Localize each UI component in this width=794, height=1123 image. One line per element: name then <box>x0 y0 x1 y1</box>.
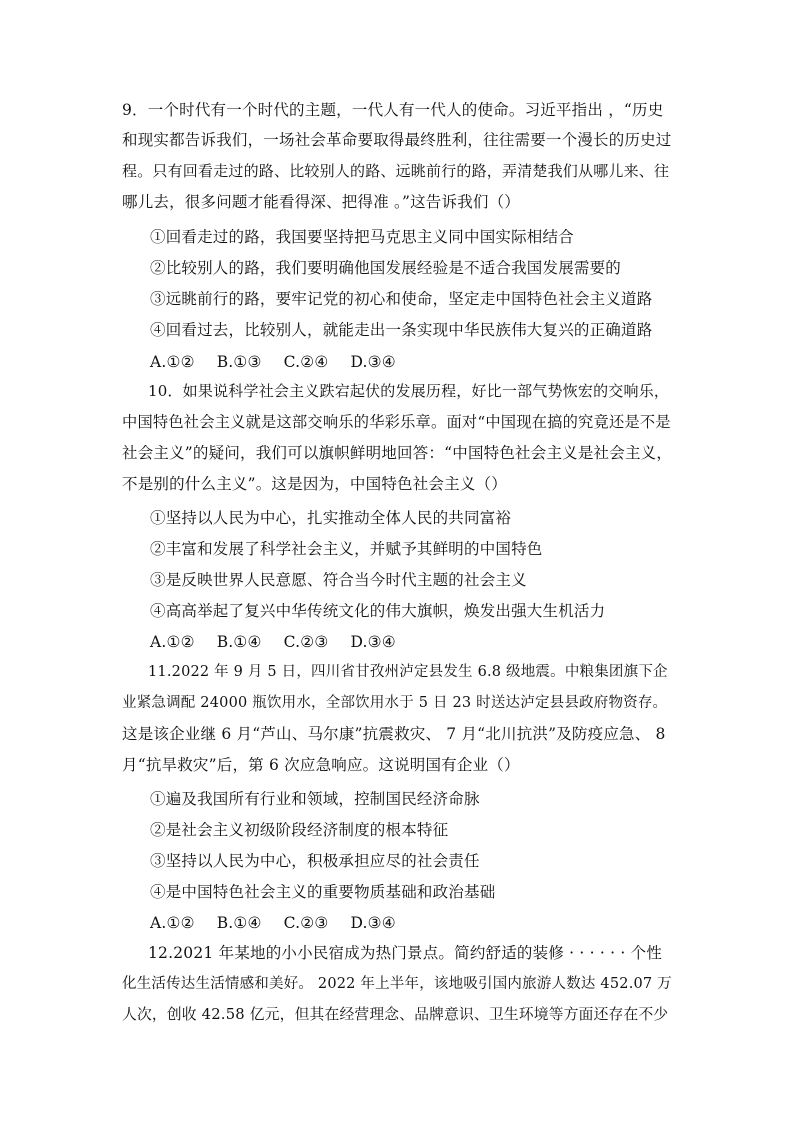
question-stem-line: 11.2022 年 9 月 5 日，四川省甘孜州泸定县发生 6.8 级地震。中粮集团旗下企 <box>148 664 668 680</box>
question-stem-line: 中国特色社会主义就是这部交响乐的华彩乐章。面对“中国现在搞的究竟还是不是 <box>122 413 671 431</box>
question-option: ④是中国特色社会主义的重要物质基础和政治基础 <box>150 883 496 901</box>
answer-choice-a: A.①② <box>150 633 195 651</box>
question-option: ①回看走过的路，我国要坚持把马克思主义同中国实际相结合 <box>150 228 574 246</box>
answer-choice-d: D.③④ <box>350 914 396 932</box>
answer-choice-b: B.①③ <box>216 353 262 371</box>
answer-choice-d: D.③④ <box>350 633 396 651</box>
question-stem-line: 月“抗旱救灾”后，第 6 次应急响应。这说明国有企业（） <box>122 756 520 774</box>
question-stem-line: 哪儿去，很多问题才能看得深、把得准 。”这告诉我们（） <box>122 193 521 211</box>
question-stem-line: 程。只有回看走过的路、比较别人的路、远眺前行的路，弄清楚我们从哪儿来、往 <box>122 162 670 180</box>
question-option: ③是反映世界人民意愿、符合当今时代主题的社会主义 <box>150 571 527 589</box>
answer-choices <box>150 352 418 372</box>
question-stem-line: 10．如果说科学社会主义跌宕起伏的发展历程，好比一部气势恢宏的交响乐， <box>148 382 670 400</box>
question-stem-line: 不是别的什么主义”。这是因为，中国特色社会主义（） <box>122 475 507 493</box>
question-option: ③远眺前行的路，要牢记党的初心和使命，坚定走中国特色社会主义道路 <box>150 290 653 308</box>
question-option: ②丰富和发展了科学社会主义，并赋予其鲜明的中国特色 <box>150 540 543 558</box>
answer-choices <box>150 632 418 652</box>
answer-choice-b: B.①④ <box>216 914 262 932</box>
question-option: ④高高举起了复兴中华传统文化的伟大旗帜，焕发出强大生机活力 <box>150 602 606 620</box>
question-stem-line: 社会主义”的疑问，我们可以旗帜鲜明地回答：“中国特色社会主义是社会主义， <box>122 444 673 462</box>
question-stem-line: 和现实都告诉我们，一场社会革命要取得最终胜利，往往需要一个漫长的历史过 <box>122 131 672 149</box>
question-stem-line: 人次，创收 42.58 亿元，但其在经营理念、品牌意识、卫生环境等方面还存在不少 <box>122 1006 669 1023</box>
answer-choice-b: B.①④ <box>216 633 262 651</box>
answer-choice-a: A.①② <box>150 914 195 932</box>
question-stem-line: 9．一个时代有一个时代的主题，一代人有一代人的使命。习近平指出 ，“历史 <box>122 101 664 119</box>
question-stem-line: 这是该企业继 6 月“芦山、马尔康”抗震救灾、 7 月“北川抗洪”及防疫应急、 8 <box>122 725 666 743</box>
answer-choice-c: C.②④ <box>283 353 329 371</box>
question-stem-line: 12.2021 年某地的小小民宿成为热门景点。简约舒适的装修 · · · · · · 个性 <box>148 944 663 962</box>
question-stem-line: 业紧急调配 24000 瓶饮用水，全部饮用水于 5 日 23 时送达泸定县县政府物资存。 <box>122 695 668 711</box>
question-option: ①坚持以人民为中心，扎实推动全体人民的共同富裕 <box>150 509 512 527</box>
question-stem-line: 化生活传达生活情感和美好。 2022 年上半年，该地吸引国内旅游人数达 452.07 万 <box>122 976 672 992</box>
answer-choice-a: A.①② <box>150 353 195 371</box>
answer-choice-c: C.②③ <box>283 914 329 932</box>
question-option: ③坚持以人民为中心，积极承担应尽的社会责任 <box>150 852 480 870</box>
question-option: ④回看过去，比较别人，就能走出一条实现中华民族伟大复兴的正确道路 <box>150 321 653 339</box>
answer-choice-c: C.②③ <box>283 633 329 651</box>
answer-choice-d: D.③④ <box>350 353 396 371</box>
question-option: ①遍及我国所有行业和领域，控制国民经济命脉 <box>150 790 480 808</box>
answer-choices <box>150 913 418 933</box>
question-option: ②是社会主义初级阶段经济制度的根本特征 <box>150 821 449 839</box>
question-option: ②比较别人的路，我们要明确他国发展经验是不适合我国发展需要的 <box>150 259 622 277</box>
